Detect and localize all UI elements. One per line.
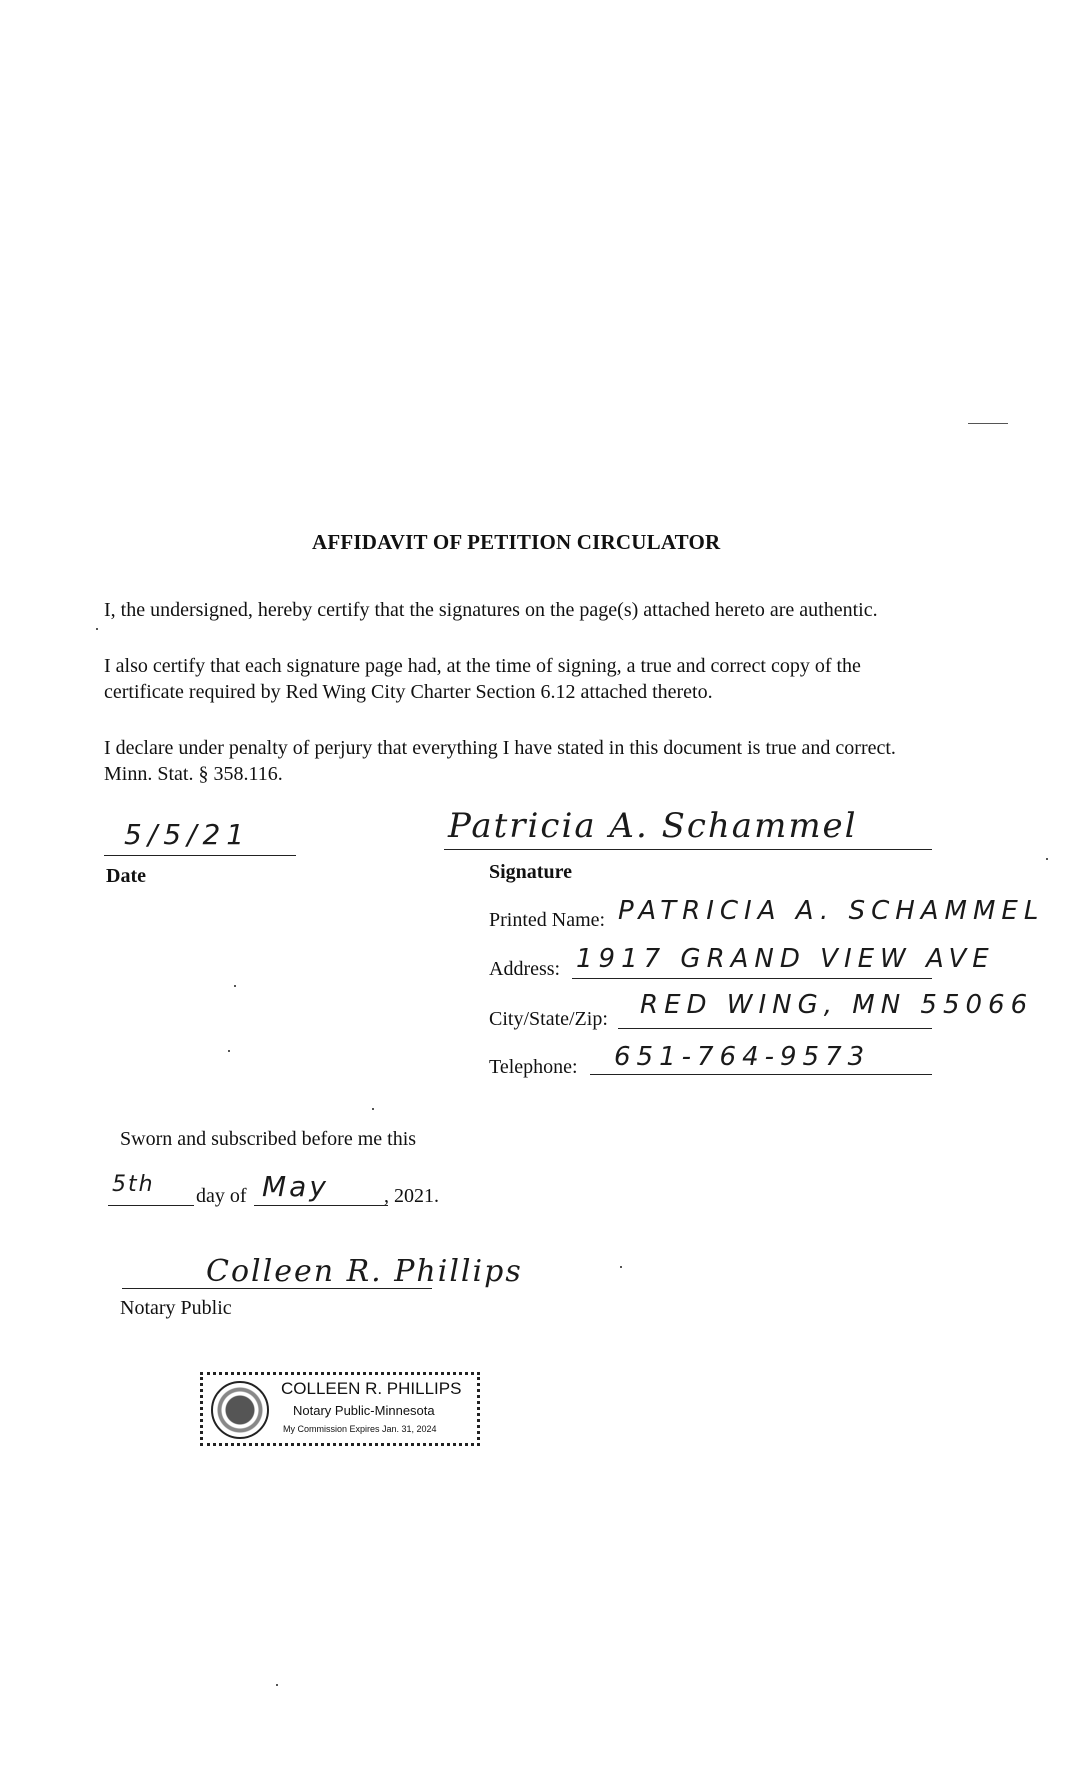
printed-name-label: Printed Name: bbox=[489, 909, 606, 931]
address-line bbox=[572, 978, 932, 979]
city-label: City/State/Zip: bbox=[489, 1008, 608, 1030]
perjury-line1: I declare under penalty of perjury that everything I have stated in this document is true and correct. bbox=[104, 737, 896, 759]
signature-line bbox=[444, 849, 932, 850]
address-value: 1917 GRAND VIEW AVE bbox=[576, 944, 995, 974]
certify-copy-line2: certificate required by Red Wing City Charter Section 6.12 attached thereto. bbox=[104, 681, 713, 703]
telephone-line bbox=[590, 1074, 932, 1075]
certify-paragraph: I, the undersigned, hereby certify that the signatures on the page(s) attached hereto are authentic. bbox=[104, 599, 878, 621]
city-value: RED WING, MN 55066 bbox=[640, 990, 1034, 1020]
address-label: Address: bbox=[489, 958, 561, 980]
circulator-signature: Patricia A. Schammel bbox=[448, 806, 858, 846]
day-line bbox=[108, 1205, 194, 1206]
day-handwritten: 5th bbox=[112, 1172, 155, 1197]
stamp-notary-title: Notary Public-Minnesota bbox=[293, 1403, 435, 1418]
month-handwritten: May bbox=[262, 1170, 329, 1203]
sworn-text: Sworn and subscribed before me this bbox=[120, 1128, 417, 1150]
stamp-notary-name: COLLEEN R. PHILLIPS bbox=[281, 1379, 462, 1398]
stamp-commission-expiry: My Commission Expires Jan. 31, 2024 bbox=[283, 1424, 437, 1434]
scan-artifact bbox=[276, 1684, 278, 1686]
scan-artifact bbox=[968, 423, 1008, 424]
signature-label: Signature bbox=[489, 861, 572, 883]
scan-artifact bbox=[96, 628, 98, 630]
notary-signature: Colleen R. Phillips bbox=[206, 1254, 523, 1289]
document-title: AFFIDAVIT OF PETITION CIRCULATOR bbox=[312, 530, 721, 554]
scan-artifact bbox=[372, 1108, 374, 1110]
date-handwritten: 5/5/21 bbox=[124, 818, 251, 851]
day-of-text: day of bbox=[196, 1185, 247, 1207]
scan-artifact bbox=[234, 985, 236, 987]
notary-public-label: Notary Public bbox=[120, 1297, 232, 1319]
date-line bbox=[104, 855, 296, 856]
scan-artifact bbox=[228, 1050, 230, 1052]
telephone-value: 651-764-9573 bbox=[614, 1042, 871, 1072]
state-seal-icon bbox=[211, 1381, 269, 1439]
notary-stamp bbox=[200, 1372, 480, 1446]
perjury-line2: Minn. Stat. § 358.116. bbox=[104, 763, 283, 785]
date-label: Date bbox=[106, 865, 146, 887]
notary-signature-line bbox=[122, 1288, 432, 1289]
city-line bbox=[618, 1028, 932, 1029]
certify-copy-line1: I also certify that each signature page had, at the time of signing, a true and correct copy of the bbox=[104, 655, 861, 677]
scan-artifact bbox=[1046, 858, 1048, 860]
printed-name-value: PATRICIA A. SCHAMMEL bbox=[618, 896, 1045, 926]
telephone-label: Telephone: bbox=[489, 1056, 578, 1078]
scan-artifact bbox=[620, 1266, 622, 1268]
month-line bbox=[254, 1205, 388, 1206]
year-text: , 2021. bbox=[384, 1185, 439, 1207]
